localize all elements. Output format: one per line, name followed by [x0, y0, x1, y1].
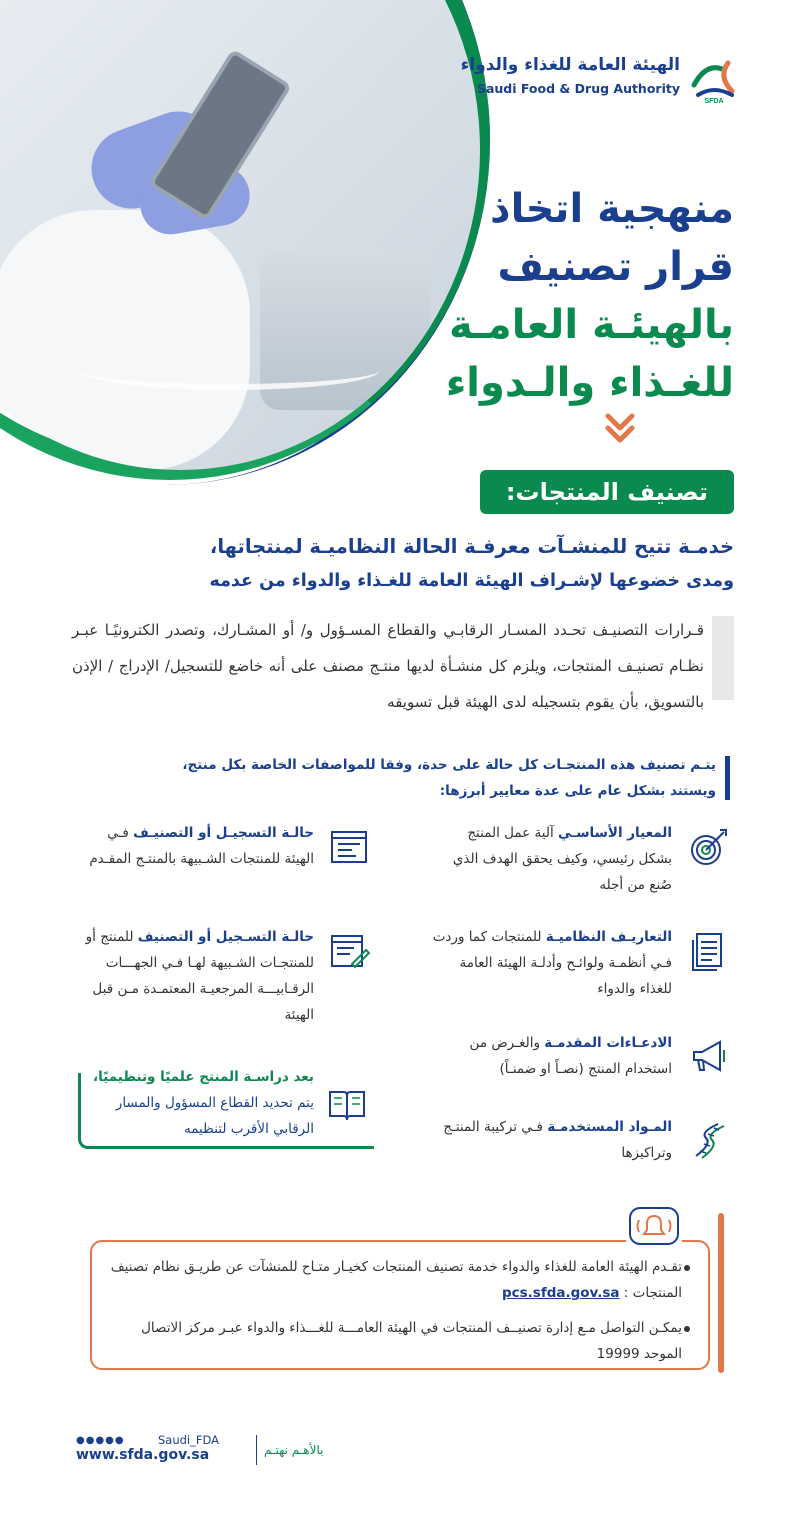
footer [66, 1433, 324, 1473]
criterion-text: فـي تركيبة المنتـج وتراكيزها [443, 1119, 672, 1161]
website-link[interactable]: www.sfda.gov.sa [76, 1447, 210, 1463]
sfda-emblem-icon [688, 55, 740, 105]
note-accent-strip [718, 1213, 724, 1373]
social-handle[interactable]: Saudi_FDA [158, 1433, 220, 1447]
criterion-regulatory-definitions [432, 924, 672, 1002]
logo-arabic-name: الهيئة العامة للغذاء والدواء [460, 55, 680, 75]
criterion-bold: الادعـاءات المقدمـة [544, 1035, 672, 1051]
description-paragraph: قـرارات التصنيـف تحـدد المسـار الرقابـي والقطاع المسـؤول و/ أو المشـارك، وتصدر الكترونيًـا عبـر نظـام تصنيـف المنتجات، ويلزم كل منشـأة لديها منتـج مصنف على أنه خاضع للتسجيل/ الإدراج / الإذن بالتسويق، بأن يقوم بتسجيله لدى الهيئة قبل تسويقه [72, 621, 704, 711]
criterion-bold: المـواد المستخدمـة [547, 1119, 672, 1135]
paragraph-accent-bar [712, 616, 734, 700]
note-text: تقـدم الهيئة العامة للغذاء والدواء خدمة تصنيف المنتجات كخيـار متـاح للمنشآت عن طريـق نظام تصنيف المنتجات : [110, 1259, 682, 1301]
intro-line-1: يتـم تصنيف هذه المنتجـات كل حالة على حدة، وفقا للمواصفات الخاصة بكل منتج، [182, 757, 716, 773]
criterion-text: آلية عمل المنتج بشكل رئيسي، وكيف يحقق الهدف الذي صُنع من أجله [452, 825, 672, 893]
criterion-text: للمنتجات كما وردت فـي أنظمـة ولوائـح وأدلـة الهيئة العامة للغذاء والدواء [432, 929, 672, 997]
double-chevron-down-icon [602, 410, 638, 446]
note-item-2 [102, 1315, 682, 1367]
book-icon [326, 1084, 368, 1126]
social-icons[interactable]: ●●●●● [76, 1435, 125, 1446]
criterion-claims [432, 1030, 672, 1082]
criterion-materials [432, 1114, 672, 1166]
bullet-dot [684, 1326, 690, 1332]
criterion-text: والغـرض من استخدام المنتج (نصـاً او ضمنـاً) [469, 1035, 672, 1077]
intro-accent-bar [725, 756, 730, 800]
criterion-text: للمنتج أو للمنتجـات الشـبيهة لهـا فـي الجهـــات الرقـابيـــة المرجعيـة المعتمـدة مـن قبل الهيئة [85, 929, 314, 1023]
criterion-registration-status-references [84, 924, 314, 1028]
footer-slogan: بالأهـم نهتـم [264, 1443, 324, 1457]
browser-form-icon [328, 826, 370, 868]
footer-divider [256, 1435, 257, 1465]
criterion-text: فـي الهيئة للمنتجات الشـبيهة بالمنتـج المقـدم [89, 825, 314, 867]
hero-swoosh [80, 350, 380, 390]
criterion-conclusion [84, 1064, 314, 1142]
lab-coat-shape [0, 210, 250, 470]
megaphone-icon [688, 1036, 730, 1078]
criterion-bold: حالـة التسـجيل أو التصنيف [137, 929, 314, 945]
intro-line-2: ويستند بشكل عام على عدة معايير أبرزها: [439, 783, 716, 799]
logo-mark-text: SFDA [704, 98, 724, 105]
target-icon [688, 826, 730, 868]
bullet-dot [684, 1265, 690, 1271]
note-item-1 [102, 1254, 682, 1306]
section-banner: تصنيف المنتجات: [480, 470, 734, 514]
criterion-text: يتم تحديد القطاع المسؤول والمسار الرقابي الأقرب لتنظيمه [115, 1095, 314, 1137]
note-text: يمكـن التواصل مـع إدارة تصنيــف المنتجات في الهيئة العامـــة للغـــذاء والدواء عبـر مركز الاتصال الموحد 19999 [141, 1320, 682, 1362]
lead-text [54, 530, 734, 598]
dna-icon [688, 1120, 730, 1162]
logo-english-name: Saudi Food & Drug Authority [476, 81, 680, 96]
title-line-1: منهجية اتخاذ [490, 186, 734, 232]
criterion-bold: بعد دراسـة المنتج علميًا وتنظيميًا، [93, 1069, 314, 1085]
lead-line-1: خدمـة تتيح للمنشـآت معرفـة الحالة النظاميـة لمنتجاتها، [209, 535, 734, 558]
sfda-logo[interactable] [460, 55, 740, 105]
pcs-link[interactable]: pcs.sfda.gov.sa [501, 1285, 620, 1301]
criterion-bold: التعاريـف النظاميـة [545, 929, 672, 945]
criterion-bold: المعيار الأساسـي [558, 825, 672, 841]
edit-form-icon [328, 930, 370, 972]
criterion-registration-status-sfda [84, 820, 314, 872]
page-title [404, 180, 734, 412]
document-icon [688, 930, 730, 972]
lead-line-2: ومدى خضوعها لإشـراف الهيئة العامة للغـذاء والدواء من عدمه [209, 571, 734, 591]
title-line-4: للغـذاء والـدواء [445, 360, 734, 406]
criteria-intro [76, 752, 716, 804]
bell-alert-icon [626, 1206, 682, 1250]
title-line-2: قرار تصنيف [497, 244, 734, 290]
title-line-3: بالهيئـة العامـة [449, 302, 734, 348]
criterion-bold: حالـة التسجيـل أو التصنيـف [133, 825, 314, 841]
criterion-primary-standard [432, 820, 672, 898]
